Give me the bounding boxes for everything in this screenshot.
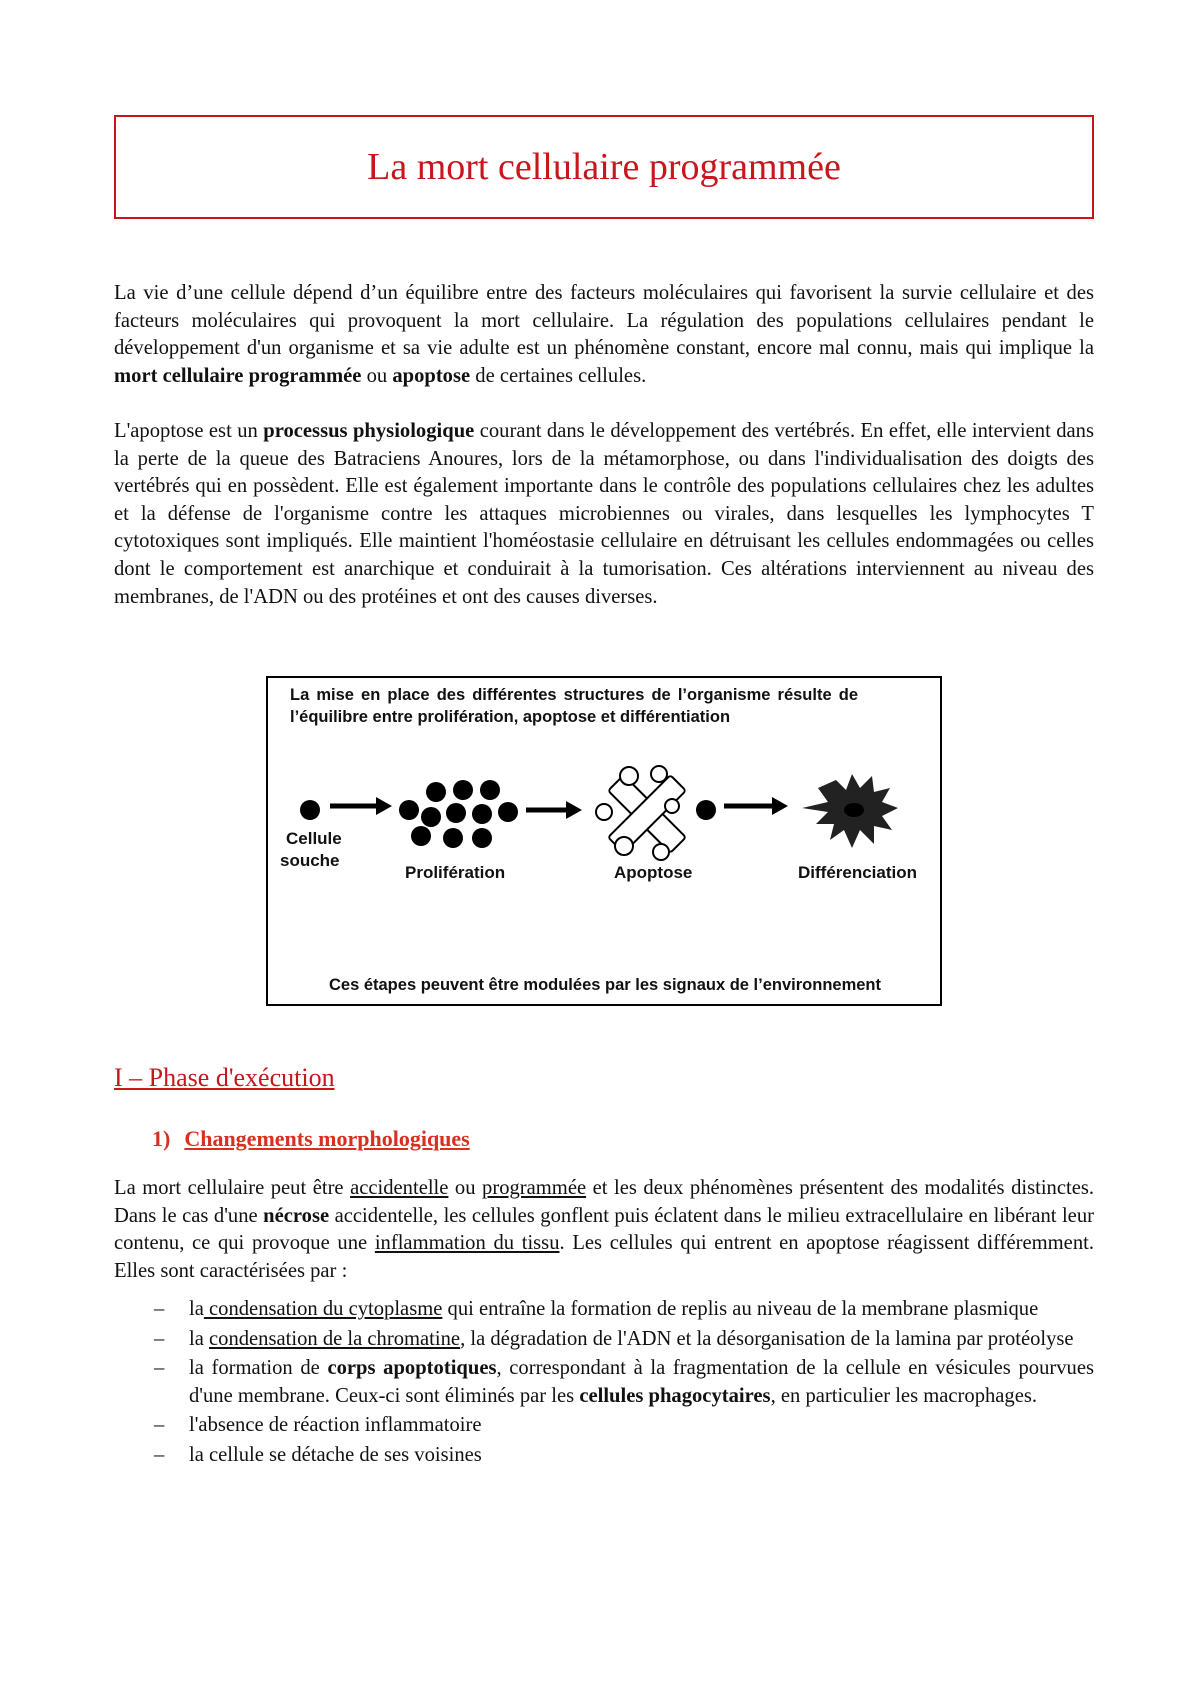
dash-bullet: – bbox=[154, 1414, 165, 1437]
bold-term: mort cellulaire programmée bbox=[114, 364, 362, 387]
bold-term: cellules phagocytaires bbox=[579, 1384, 771, 1407]
list-item bbox=[114, 1355, 1094, 1410]
section-heading: I – Phase d'exécution bbox=[114, 1063, 335, 1092]
text-run: de certaines cellules. bbox=[470, 364, 647, 387]
text-run: ou bbox=[448, 1177, 483, 1199]
label-differenciation: Différenciation bbox=[798, 863, 918, 882]
dash-bullet: – bbox=[154, 1327, 165, 1350]
list-item bbox=[114, 1296, 1094, 1324]
arrow-1-icon bbox=[330, 797, 392, 815]
list-item bbox=[114, 1442, 1094, 1470]
arrow-2-icon bbox=[526, 801, 582, 819]
subsection-label: Changements morphologiques bbox=[184, 1126, 470, 1151]
text-run: ou bbox=[361, 364, 393, 387]
intro-paragraph-2 bbox=[114, 418, 1094, 611]
text-run: l'absence de réaction inflammatoire bbox=[189, 1414, 482, 1437]
underlined-term: condensation du cytoplasme bbox=[203, 1298, 443, 1320]
text-run: , en particulier les macrophages. bbox=[770, 1384, 1038, 1407]
proliferation-cells bbox=[399, 780, 518, 848]
label-stem-cell-line-2: souche bbox=[280, 851, 340, 870]
text-run: qui entraîne la formation de replis au niveau de la membrane plasmique bbox=[442, 1298, 1039, 1320]
arrow-3-icon bbox=[724, 797, 788, 815]
dash-bullet: – bbox=[154, 1443, 165, 1466]
body-paragraph bbox=[114, 1175, 1094, 1285]
dash-bullet: – bbox=[154, 1298, 165, 1320]
figure-caption: La mise en place des différentes structures de l’organisme résulte de l’équilibre entre prolifération, apoptose et différentiation bbox=[290, 686, 858, 726]
dash-bullet: – bbox=[154, 1357, 165, 1380]
differentiated-cell-icon bbox=[802, 774, 898, 848]
text-run: courant dans le développement des vertébrés. En effet, elle intervient dans la perte de la queue des Batraciens Anoures, lors de la métamorphose, ou dans l'individualisation des doigts des vertébrés qui en possèdent. Elle est également importante dans le contrôle des populations cellulaires chez les adultes et la défense de l'organisme contre les attaques microbiennes ou virales, dans lesquelles les lymphocytes T cytotoxiques sont impliqués. Elle maintient l'homéostasie cellulaire en détruisant les cellules endommagées ou celles dont le comportement est anarchique et conduirait à la tumorisation. Ces altérations interviennent au niveau des membranes, de l'ADN ou des protéines et ont des causes diverses. bbox=[114, 420, 1094, 608]
text-run: et les deux phénomènes présentent des modalités distinctes. Dans le cas d'une bbox=[114, 1177, 1095, 1227]
subsection-number: 1) bbox=[152, 1126, 171, 1151]
label-stem-cell-line-1: Cellule bbox=[286, 829, 342, 848]
title-box bbox=[114, 115, 1094, 219]
list-item bbox=[114, 1326, 1094, 1354]
underlined-term: accidentelle bbox=[350, 1177, 449, 1199]
text-run: la bbox=[189, 1327, 210, 1350]
underlined-term: programmée bbox=[482, 1177, 587, 1199]
underlined-term: inflammation du tissu bbox=[374, 1232, 560, 1255]
page-title: La mort cellulaire programmée bbox=[367, 146, 841, 188]
text-run: la formation de bbox=[189, 1357, 328, 1380]
apoptotic-fragments-icon bbox=[596, 766, 686, 860]
label-proliferation: Prolifération bbox=[405, 863, 506, 882]
bold-term: corps apoptotiques bbox=[327, 1357, 497, 1380]
text-run: accidentelle, les cellules gonflent puis éclatent dans le milieu extracellulaire en libérant leur contenu, ce qui provoque une bbox=[114, 1204, 1094, 1255]
characteristics-list bbox=[114, 1296, 1094, 1472]
text-run: , correspondant à la fragmentation de la cellule en vésicules pourvues d'une membrane. Ceux-ci sont éliminés par les bbox=[189, 1357, 1094, 1407]
figure-diagram bbox=[268, 678, 940, 1004]
label-apoptose: Apoptose bbox=[614, 863, 693, 882]
apoptosis-figure bbox=[266, 676, 942, 1006]
bold-term: processus physiologique bbox=[263, 420, 475, 442]
stem-cell-dot bbox=[300, 800, 320, 820]
text-run: . Les cellules qui entrent en apoptose réagissent différemment. Elles sont caractérisées par : bbox=[114, 1232, 1094, 1282]
text-run: La mort cellulaire peut être bbox=[114, 1177, 351, 1199]
bold-term: apoptose bbox=[392, 364, 471, 387]
intro-paragraph-1 bbox=[114, 280, 1094, 390]
surviving-cell-dot bbox=[696, 800, 716, 820]
text-run: la bbox=[189, 1298, 204, 1320]
subsection-heading bbox=[152, 1126, 470, 1152]
list-item bbox=[114, 1412, 1094, 1440]
text-run: la cellule se détache de ses voisines bbox=[189, 1443, 482, 1466]
text-run: L'apoptose est un bbox=[114, 420, 264, 442]
bold-term: nécrose bbox=[263, 1204, 330, 1227]
text-run: La vie d’une cellule dépend d’un équilibre entre des facteurs moléculaires qui favorisent la survie cellulaire et des facteurs moléculaires qui provoquent la mort cellulaire. La régulation des populations cellulaires pendant le développement d'un organisme et sa vie adulte est un phénomène constant, encore mal connu, mais qui implique la bbox=[114, 282, 1094, 360]
underlined-term: condensation de la chromatine bbox=[209, 1327, 461, 1350]
text-run: , la dégradation de l'ADN et la désorganisation de la lamina par protéolyse bbox=[460, 1327, 1074, 1350]
figure-footer: Ces étapes peuvent être modulées par les signaux de l’environnement bbox=[328, 976, 882, 994]
